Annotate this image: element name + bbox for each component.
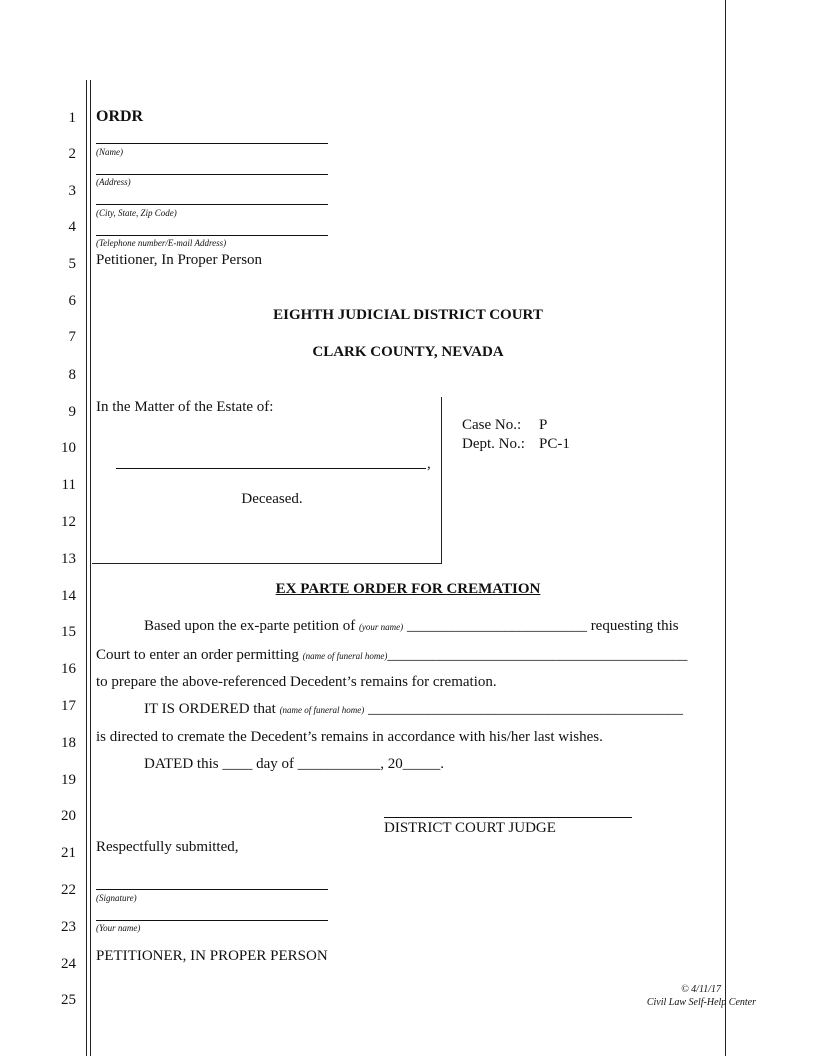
line-number: 25 — [61, 992, 76, 1008]
order-paragraph-line-3: to prepare the above-referenced Decedent’s remains for cremation. — [96, 674, 497, 690]
funeral-home-hint: (name of funeral home) — [279, 705, 365, 715]
funeral-home-hint: (name of funeral home) — [302, 651, 388, 661]
line-number: 2 — [68, 146, 76, 162]
case-number-value[interactable]: P — [539, 417, 548, 433]
line-number: 4 — [68, 219, 76, 235]
dept-number-label: Dept. No.: — [462, 436, 525, 452]
judge-title: DISTRICT COURT JUDGE — [384, 820, 556, 836]
line-number: 20 — [61, 808, 76, 824]
line-number: 21 — [61, 845, 76, 861]
line-number: 1 — [68, 110, 76, 126]
cremate-directive: is directed to cremate the Decedent’s remains in accordance with his/her last wishes. — [96, 729, 603, 745]
line-number: 24 — [61, 956, 76, 972]
funeral-home-blank[interactable]: ________________________________________ — [387, 647, 688, 663]
line-number: 16 — [61, 661, 76, 677]
petitioner-proper-person: PETITIONER, IN PROPER PERSON — [96, 948, 328, 964]
left-margin-rule-2 — [90, 80, 91, 1056]
address-field-label: (Address) — [96, 177, 131, 187]
order-text: Based upon the ex-parte petition of — [144, 618, 356, 634]
order-text: IT IS ORDERED that — [144, 701, 276, 717]
line-number: 12 — [61, 514, 76, 530]
court-county: CLARK COUNTY, NEVADA — [312, 344, 504, 360]
left-margin-rule-1 — [86, 80, 87, 1056]
line-number: 22 — [61, 882, 76, 898]
line-number: 5 — [68, 256, 76, 272]
signature-line[interactable] — [96, 889, 328, 890]
decedent-name-line[interactable] — [116, 468, 426, 469]
document-code: ORDR — [96, 108, 144, 125]
line-number: 23 — [61, 919, 76, 935]
footer-date: © 4/11/17 — [681, 984, 721, 995]
line-number: 9 — [68, 404, 76, 420]
city-state-zip-field-label: (City, State, Zip Code) — [96, 208, 177, 218]
right-margin-rule — [725, 0, 726, 1056]
phone-email-field-label: (Telephone number/E-mail Address) — [96, 238, 227, 248]
city-state-zip-field-line[interactable] — [96, 204, 328, 205]
line-number: 3 — [68, 183, 76, 199]
decedent-comma: , — [427, 456, 431, 472]
order-title: EX PARTE ORDER FOR CREMATION — [275, 581, 541, 597]
line-number: 19 — [61, 772, 76, 788]
estate-matter-label: In the Matter of the Estate of: — [96, 399, 274, 415]
order-text: Court to enter an order permitting — [96, 647, 299, 663]
your-name-blank[interactable]: ________________________ requesting this — [406, 618, 679, 634]
order-paragraph-line-1 — [144, 617, 679, 636]
line-number: 17 — [61, 698, 76, 714]
dept-number-value: PC-1 — [539, 436, 570, 452]
line-number: 10 — [61, 440, 76, 456]
line-number: 11 — [61, 477, 76, 493]
phone-email-field-line[interactable] — [96, 235, 328, 236]
name-field-label: (Name) — [96, 147, 123, 157]
petitioner-designation: Petitioner, In Proper Person — [96, 252, 263, 268]
respectfully-submitted: Respectfully submitted, — [96, 839, 239, 855]
judge-signature-line[interactable] — [384, 817, 632, 818]
line-number: 7 — [68, 329, 76, 345]
dated-line[interactable]: DATED this ____ day of ___________, 20_____. — [144, 756, 444, 772]
line-number: 13 — [61, 551, 76, 567]
name-field-line[interactable] — [96, 143, 328, 144]
order-paragraph-line-2 — [96, 646, 687, 665]
ordered-line — [144, 700, 683, 719]
case-number-label: Case No.: — [462, 417, 522, 433]
your-name-line[interactable] — [96, 920, 328, 921]
signature-label: (Signature) — [96, 893, 137, 903]
line-number: 18 — [61, 735, 76, 751]
court-name: EIGHTH JUDICIAL DISTRICT COURT — [273, 307, 543, 323]
footer-center-name: Civil Law Self-Help Center — [646, 997, 756, 1008]
caption-box-bottom-border — [92, 563, 442, 564]
deceased-label: Deceased. — [241, 491, 303, 507]
line-number: 6 — [68, 293, 76, 309]
line-number: 8 — [68, 367, 76, 383]
caption-box-right-border — [441, 397, 442, 563]
line-number: 15 — [61, 624, 76, 640]
line-number: 14 — [61, 588, 76, 604]
address-field-line[interactable] — [96, 174, 328, 175]
your-name-hint: (your name) — [358, 622, 404, 632]
your-name-label: (Your name) — [96, 923, 141, 933]
funeral-home-blank[interactable]: __________________________________________ — [368, 701, 684, 717]
